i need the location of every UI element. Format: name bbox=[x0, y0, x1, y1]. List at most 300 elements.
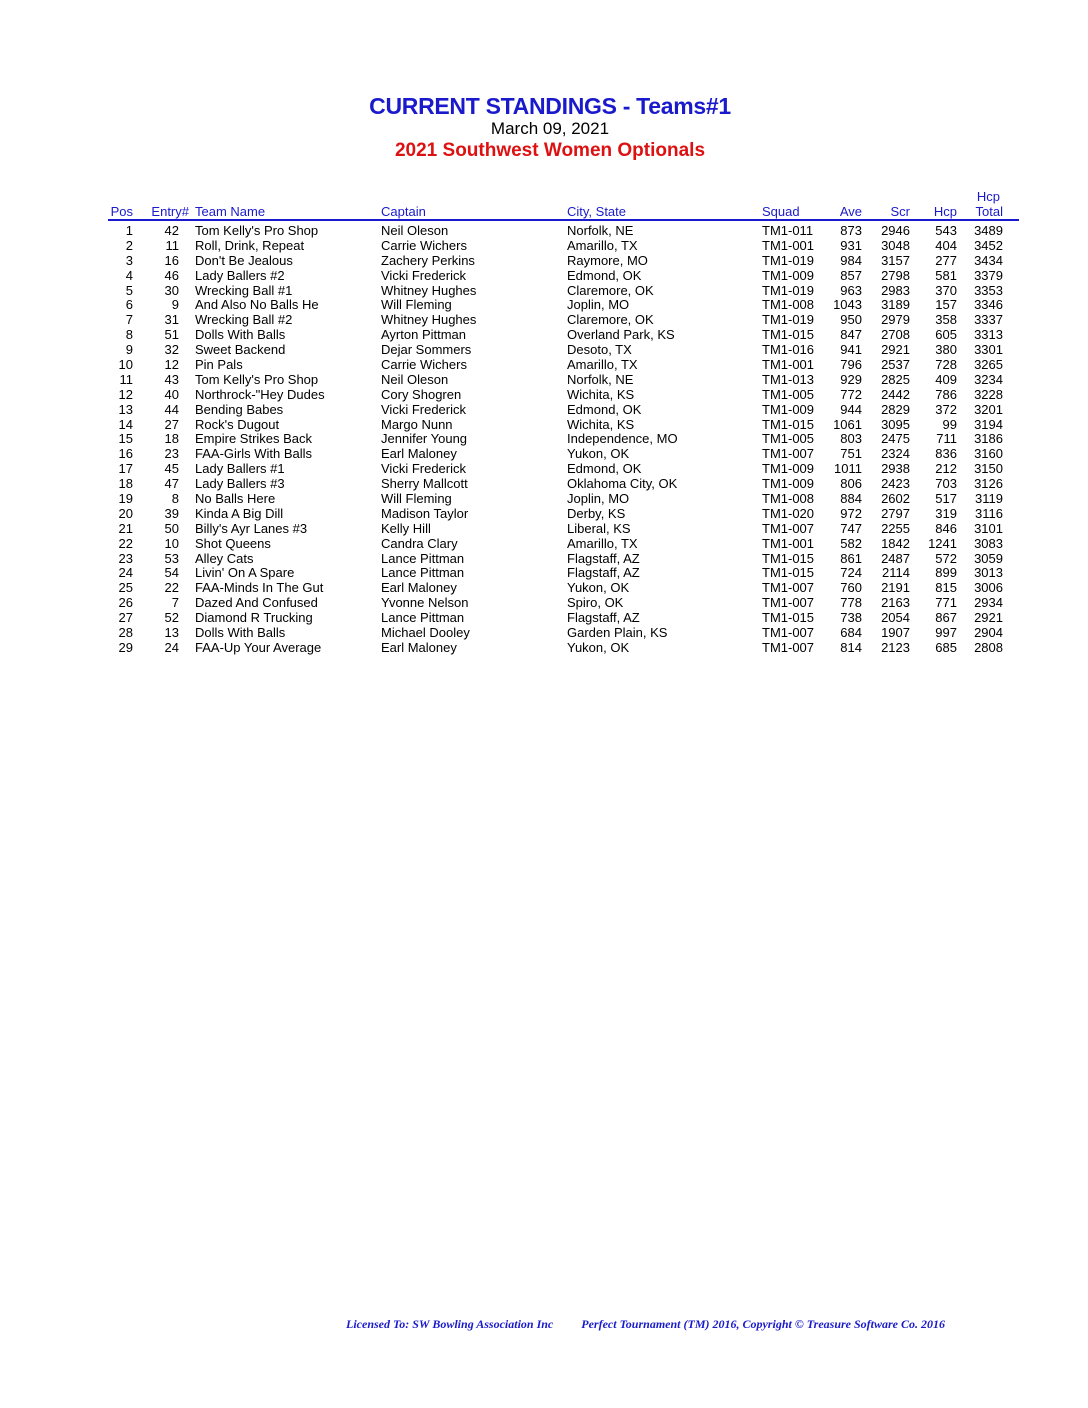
table-row bbox=[0, 269, 1088, 284]
captain-cell: Ayrton Pittman bbox=[381, 327, 467, 343]
ave-cell: 751 bbox=[840, 446, 862, 462]
squad-cell: TM1-019 bbox=[762, 282, 815, 298]
pos-cell: 4 bbox=[125, 267, 133, 283]
table-row bbox=[0, 254, 1088, 269]
scr-cell: 1842 bbox=[881, 535, 910, 551]
hcp-cell: 380 bbox=[935, 342, 957, 358]
pos-cell: 27 bbox=[118, 610, 133, 626]
hcp-cell: 157 bbox=[935, 297, 957, 313]
captain-cell: Will Fleming bbox=[381, 491, 452, 507]
team-name-cell: Alley Cats bbox=[195, 550, 254, 566]
team-name-cell: Dolls With Balls bbox=[195, 625, 286, 641]
ave-cell: 796 bbox=[840, 357, 862, 373]
hcp-cell: 409 bbox=[935, 371, 957, 387]
ave-cell: 847 bbox=[840, 327, 862, 343]
squad-cell: TM1-001 bbox=[762, 237, 815, 253]
captain-cell: Michael Dooley bbox=[381, 625, 470, 641]
entry-cell: 47 bbox=[164, 476, 179, 492]
pos-cell: 14 bbox=[118, 416, 133, 432]
team-name-cell: Bending Babes bbox=[195, 401, 284, 417]
license-text: Licensed To: SW Bowling Association Inc bbox=[346, 1317, 554, 1331]
team-name-cell: Dazed And Confused bbox=[195, 595, 318, 611]
pos-cell: 12 bbox=[118, 386, 133, 402]
team-name-cell: Lady Ballers #3 bbox=[195, 476, 285, 492]
city-state-cell: Claremore, OK bbox=[567, 312, 654, 328]
scr-cell: 2946 bbox=[881, 223, 910, 238]
ave-cell: 984 bbox=[840, 252, 862, 268]
pos-cell: 25 bbox=[118, 580, 133, 596]
city-state-cell: Edmond, OK bbox=[567, 461, 642, 477]
squad-cell: TM1-007 bbox=[762, 625, 815, 641]
team-name-cell: Diamond R Trucking bbox=[195, 610, 313, 626]
pos-cell: 5 bbox=[125, 282, 133, 298]
scr-cell: 2114 bbox=[882, 565, 910, 581]
city-state-cell: Liberal, KS bbox=[567, 520, 631, 536]
team-name-cell: Pin Pals bbox=[195, 357, 243, 373]
footer bbox=[346, 1317, 945, 1332]
squad-cell: TM1-009 bbox=[762, 401, 815, 417]
scr-cell: 3048 bbox=[881, 237, 910, 253]
hcp-cell: 543 bbox=[935, 223, 957, 238]
col-entry: Entry# bbox=[151, 204, 189, 219]
squad-cell: TM1-009 bbox=[762, 461, 815, 477]
captain-cell: Sherry Mallcott bbox=[381, 476, 468, 492]
entry-cell: 54 bbox=[164, 565, 179, 581]
team-name-cell: Shot Queens bbox=[195, 535, 271, 551]
squad-cell: TM1-007 bbox=[762, 446, 815, 462]
team-name-cell: Tom Kelly's Pro Shop bbox=[195, 371, 319, 387]
scr-cell: 3189 bbox=[881, 297, 910, 313]
scr-cell: 2602 bbox=[881, 491, 910, 507]
team-name-cell: No Balls Here bbox=[195, 491, 276, 507]
ave-cell: 884 bbox=[840, 491, 862, 507]
scr-cell: 2708 bbox=[881, 327, 910, 343]
entry-cell: 44 bbox=[164, 401, 179, 417]
captain-cell: Lance Pittman bbox=[381, 550, 465, 566]
pos-cell: 6 bbox=[125, 297, 133, 313]
table-row bbox=[0, 358, 1088, 373]
squad-cell: TM1-019 bbox=[762, 252, 815, 268]
squad-cell: TM1-011 bbox=[762, 223, 814, 238]
copyright-text: Perfect Tournament (TM) 2016, Copyright © Treasure Software Co. 2016 bbox=[581, 1317, 946, 1331]
hcp-total-cell: 3379 bbox=[974, 267, 1003, 283]
col-team-name: Team Name bbox=[195, 204, 266, 219]
city-state-cell: Amarillo, TX bbox=[567, 237, 638, 253]
hcp-total-cell: 3346 bbox=[974, 297, 1003, 313]
ave-cell: 760 bbox=[840, 580, 862, 596]
entry-cell: 53 bbox=[164, 550, 179, 566]
table-row bbox=[0, 566, 1088, 581]
captain-cell: Carrie Wichers bbox=[381, 237, 467, 253]
pos-cell: 18 bbox=[118, 476, 133, 492]
pos-cell: 11 bbox=[119, 371, 133, 387]
hcp-total-cell: 3101 bbox=[974, 520, 1003, 536]
team-name-cell: Wrecking Ball #2 bbox=[195, 312, 293, 328]
report-date: March 09, 2021 bbox=[490, 119, 610, 138]
captain-cell: Madison Taylor bbox=[381, 505, 469, 521]
hcp-cell: 319 bbox=[935, 505, 957, 521]
team-name-cell: Wrecking Ball #1 bbox=[195, 282, 293, 298]
scr-cell: 2979 bbox=[881, 312, 910, 328]
hcp-total-cell: 3126 bbox=[974, 476, 1003, 492]
team-name-cell: Livin' On A Spare bbox=[195, 565, 295, 581]
city-state-cell: Yukon, OK bbox=[567, 580, 630, 596]
table-row bbox=[0, 388, 1088, 403]
squad-cell: TM1-016 bbox=[762, 342, 815, 358]
city-state-cell: Amarillo, TX bbox=[567, 357, 638, 373]
squad-cell: TM1-015 bbox=[762, 550, 815, 566]
report-header bbox=[0, 92, 1088, 164]
pos-cell: 16 bbox=[118, 446, 133, 462]
table-row bbox=[0, 447, 1088, 462]
table-row bbox=[0, 596, 1088, 611]
captain-cell: Kelly Hill bbox=[381, 520, 431, 536]
ave-cell: 1043 bbox=[833, 297, 862, 313]
scr-cell: 3095 bbox=[881, 416, 910, 432]
entry-cell: 27 bbox=[164, 416, 179, 432]
pos-cell: 24 bbox=[118, 565, 133, 581]
squad-cell: TM1-001 bbox=[762, 535, 815, 551]
table-row bbox=[0, 373, 1088, 388]
captain-cell: Vicki Frederick bbox=[381, 267, 467, 283]
pos-cell: 9 bbox=[125, 342, 133, 358]
table-row bbox=[0, 611, 1088, 626]
city-state-cell: Joplin, MO bbox=[567, 491, 630, 507]
entry-cell: 18 bbox=[164, 431, 179, 447]
pos-cell: 2 bbox=[125, 237, 133, 253]
hcp-total-cell: 3160 bbox=[974, 446, 1003, 462]
hcp-cell: 572 bbox=[935, 550, 957, 566]
hcp-total-cell: 3301 bbox=[974, 342, 1003, 358]
pos-cell: 3 bbox=[125, 252, 133, 268]
squad-cell: TM1-015 bbox=[762, 565, 815, 581]
table-row bbox=[0, 403, 1088, 418]
hcp-cell: 711 bbox=[936, 431, 957, 447]
col-captain: Captain bbox=[381, 204, 426, 219]
hcp-total-cell: 3337 bbox=[974, 312, 1003, 328]
entry-cell: 30 bbox=[164, 282, 179, 298]
team-name-cell: Northrock-"Hey Dudes bbox=[195, 386, 325, 402]
pos-cell: 23 bbox=[118, 550, 133, 566]
ave-cell: 941 bbox=[840, 342, 862, 358]
scr-cell: 2537 bbox=[881, 357, 910, 373]
scr-cell: 2938 bbox=[881, 461, 910, 477]
captain-cell: Dejar Sommers bbox=[381, 342, 472, 358]
squad-cell: TM1-007 bbox=[762, 520, 815, 536]
scr-cell: 2423 bbox=[881, 476, 910, 492]
entry-cell: 46 bbox=[164, 267, 179, 283]
city-state-cell: Claremore, OK bbox=[567, 282, 654, 298]
team-name-cell: Sweet Backend bbox=[195, 342, 286, 358]
entry-cell: 45 bbox=[164, 461, 179, 477]
ave-cell: 972 bbox=[840, 505, 862, 521]
squad-cell: TM1-019 bbox=[762, 312, 815, 328]
captain-cell: Whitney Hughes bbox=[381, 282, 477, 298]
hcp-cell: 703 bbox=[935, 476, 957, 492]
hcp-cell: 997 bbox=[935, 625, 957, 641]
table-row bbox=[0, 477, 1088, 492]
event-name: 2021 Southwest Women Optionals bbox=[394, 140, 706, 161]
table-row bbox=[0, 492, 1088, 507]
pos-cell: 8 bbox=[125, 327, 133, 343]
col-hcp: Hcp bbox=[933, 204, 957, 219]
entry-cell: 43 bbox=[164, 371, 179, 387]
ave-cell: 861 bbox=[840, 550, 862, 566]
col-hcp-total-bottom: Total bbox=[975, 204, 1003, 219]
hcp-total-cell: 3083 bbox=[974, 535, 1003, 551]
captain-cell: Vicki Frederick bbox=[381, 461, 467, 477]
table-row bbox=[0, 537, 1088, 552]
squad-cell: TM1-013 bbox=[762, 371, 815, 387]
team-name-cell: Kinda A Big Dill bbox=[195, 505, 284, 521]
ave-cell: 747 bbox=[840, 520, 862, 536]
city-state-cell: Norfolk, NE bbox=[567, 223, 634, 238]
city-state-cell: Garden Plain, KS bbox=[567, 625, 668, 641]
ave-cell: 950 bbox=[840, 312, 862, 328]
hcp-total-cell: 3434 bbox=[974, 252, 1003, 268]
captain-cell: Whitney Hughes bbox=[381, 312, 477, 328]
ave-cell: 684 bbox=[840, 625, 862, 641]
hcp-cell: 786 bbox=[935, 386, 957, 402]
team-name-cell: Dolls With Balls bbox=[195, 327, 286, 343]
ave-cell: 724 bbox=[840, 565, 862, 581]
city-state-cell: Amarillo, TX bbox=[567, 535, 638, 551]
ave-cell: 944 bbox=[840, 401, 862, 417]
pos-cell: 1 bbox=[125, 223, 133, 238]
col-squad: Squad bbox=[762, 204, 800, 219]
captain-cell: Will Fleming bbox=[381, 297, 452, 313]
city-state-cell: Overland Park, KS bbox=[567, 327, 675, 343]
pos-cell: 26 bbox=[118, 595, 133, 611]
hcp-cell: 846 bbox=[935, 520, 957, 536]
scr-cell: 2191 bbox=[881, 580, 910, 596]
hcp-total-cell: 2808 bbox=[974, 639, 1003, 655]
hcp-total-cell: 3228 bbox=[974, 386, 1003, 402]
table-row bbox=[0, 284, 1088, 299]
city-state-cell: Joplin, MO bbox=[567, 297, 630, 313]
hcp-cell: 605 bbox=[935, 327, 957, 343]
city-state-cell: Wichita, KS bbox=[567, 416, 635, 432]
ave-cell: 857 bbox=[840, 267, 862, 283]
hcp-total-cell: 3234 bbox=[974, 371, 1003, 387]
entry-cell: 51 bbox=[164, 327, 179, 343]
ave-cell: 929 bbox=[840, 371, 862, 387]
squad-cell: TM1-007 bbox=[762, 595, 815, 611]
hcp-total-cell: 3194 bbox=[974, 416, 1003, 432]
hcp-total-cell: 3201 bbox=[974, 401, 1003, 417]
table-row bbox=[0, 298, 1088, 313]
squad-cell: TM1-005 bbox=[762, 386, 815, 402]
entry-cell: 13 bbox=[164, 625, 179, 641]
city-state-cell: Spiro, OK bbox=[567, 595, 624, 611]
table-row bbox=[0, 507, 1088, 522]
table-row bbox=[0, 462, 1088, 477]
squad-cell: TM1-005 bbox=[762, 431, 815, 447]
ave-cell: 814 bbox=[840, 639, 862, 655]
hcp-cell: 728 bbox=[935, 357, 957, 373]
entry-cell: 50 bbox=[164, 520, 179, 536]
scr-cell: 2324 bbox=[881, 446, 910, 462]
captain-cell: Lance Pittman bbox=[381, 565, 465, 581]
hcp-cell: 212 bbox=[935, 461, 957, 477]
scr-cell: 2163 bbox=[881, 595, 910, 611]
city-state-cell: Independence, MO bbox=[567, 431, 678, 447]
city-state-cell: Edmond, OK bbox=[567, 401, 642, 417]
standings-table bbox=[0, 224, 1088, 656]
squad-cell: TM1-007 bbox=[762, 580, 815, 596]
hcp-total-cell: 2921 bbox=[974, 610, 1003, 626]
captain-cell: Cory Shogren bbox=[381, 386, 462, 402]
entry-cell: 16 bbox=[164, 252, 179, 268]
pos-cell: 10 bbox=[118, 357, 133, 373]
hcp-total-cell: 2904 bbox=[974, 625, 1003, 641]
hcp-total-cell: 3119 bbox=[975, 491, 1003, 507]
team-name-cell: FAA-Girls With Balls bbox=[195, 446, 313, 462]
captain-cell: Vicki Frederick bbox=[381, 401, 467, 417]
captain-cell: Jennifer Young bbox=[381, 431, 468, 447]
team-name-cell: Empire Strikes Back bbox=[195, 431, 313, 447]
scr-cell: 2487 bbox=[881, 550, 910, 566]
entry-cell: 10 bbox=[164, 535, 179, 551]
hcp-cell: 899 bbox=[935, 565, 957, 581]
entry-cell: 40 bbox=[164, 386, 179, 402]
entry-cell: 24 bbox=[164, 639, 179, 655]
table-row bbox=[0, 522, 1088, 537]
scr-cell: 2123 bbox=[881, 639, 910, 655]
hcp-total-cell: 3186 bbox=[974, 431, 1003, 447]
team-name-cell: Don't Be Jealous bbox=[195, 252, 293, 268]
city-state-cell: Raymore, MO bbox=[567, 252, 648, 268]
pos-cell: 13 bbox=[118, 401, 133, 417]
captain-cell: Earl Maloney bbox=[381, 580, 457, 596]
hcp-total-cell: 3452 bbox=[974, 237, 1003, 253]
hcp-cell: 99 bbox=[942, 416, 957, 432]
entry-cell: 12 bbox=[164, 357, 179, 373]
entry-cell: 7 bbox=[171, 595, 179, 611]
entry-cell: 39 bbox=[164, 505, 179, 521]
team-name-cell: FAA-Minds In The Gut bbox=[195, 580, 324, 596]
hcp-cell: 1241 bbox=[928, 535, 957, 551]
table-row bbox=[0, 239, 1088, 254]
table-row bbox=[0, 581, 1088, 596]
ave-cell: 1011 bbox=[834, 461, 862, 477]
city-state-cell: Edmond, OK bbox=[567, 267, 642, 283]
city-state-cell: Oklahoma City, OK bbox=[567, 476, 678, 492]
hcp-total-cell: 3313 bbox=[974, 327, 1003, 343]
hcp-total-cell: 3265 bbox=[974, 357, 1003, 373]
team-name-cell: Roll, Drink, Repeat bbox=[195, 237, 305, 253]
team-name-cell: And Also No Balls He bbox=[195, 297, 319, 313]
pos-cell: 19 bbox=[118, 491, 133, 507]
hcp-total-cell: 3116 bbox=[975, 505, 1003, 521]
captain-cell: Neil Oleson bbox=[381, 371, 449, 387]
squad-cell: TM1-015 bbox=[762, 416, 815, 432]
ave-cell: 1061 bbox=[833, 416, 862, 432]
scr-cell: 2442 bbox=[881, 386, 910, 402]
squad-cell: TM1-015 bbox=[762, 327, 815, 343]
captain-cell: Lance Pittman bbox=[381, 610, 465, 626]
squad-cell: TM1-009 bbox=[762, 476, 815, 492]
city-state-cell: Yukon, OK bbox=[567, 639, 630, 655]
captain-cell: Earl Maloney bbox=[381, 639, 457, 655]
pos-cell: 15 bbox=[118, 431, 133, 447]
scr-cell: 2921 bbox=[881, 342, 910, 358]
hcp-cell: 581 bbox=[935, 267, 957, 283]
squad-cell: TM1-008 bbox=[762, 297, 815, 313]
hcp-total-cell: 3353 bbox=[974, 282, 1003, 298]
entry-cell: 23 bbox=[164, 446, 179, 462]
hcp-cell: 372 bbox=[935, 401, 957, 417]
col-ave: Ave bbox=[839, 204, 862, 219]
ave-cell: 738 bbox=[840, 610, 862, 626]
squad-cell: TM1-007 bbox=[762, 639, 815, 655]
table-row bbox=[0, 224, 1088, 239]
squad-cell: TM1-001 bbox=[762, 357, 815, 373]
entry-cell: 8 bbox=[171, 491, 179, 507]
ave-cell: 772 bbox=[840, 386, 862, 402]
entry-cell: 9 bbox=[171, 297, 179, 313]
team-name-cell: Lady Ballers #1 bbox=[195, 461, 285, 477]
pos-cell: 21 bbox=[118, 520, 133, 536]
scr-cell: 2983 bbox=[881, 282, 910, 298]
captain-cell: Margo Nunn bbox=[381, 416, 453, 432]
col-city-state: City, State bbox=[567, 204, 627, 219]
hcp-cell: 517 bbox=[935, 491, 957, 507]
city-state-cell: Flagstaff, AZ bbox=[567, 610, 640, 626]
hcp-cell: 867 bbox=[935, 610, 957, 626]
scr-cell: 1907 bbox=[881, 625, 910, 641]
entry-cell: 42 bbox=[164, 223, 179, 238]
table-row bbox=[0, 328, 1088, 343]
squad-cell: TM1-015 bbox=[762, 610, 815, 626]
scr-cell: 2255 bbox=[881, 520, 910, 536]
city-state-cell: Yukon, OK bbox=[567, 446, 630, 462]
entry-cell: 31 bbox=[164, 312, 179, 328]
scr-cell: 2798 bbox=[881, 267, 910, 283]
table-row bbox=[0, 343, 1088, 358]
hcp-cell: 771 bbox=[935, 595, 957, 611]
hcp-total-cell: 3006 bbox=[974, 580, 1003, 596]
squad-cell: TM1-008 bbox=[762, 491, 815, 507]
pos-cell: 17 bbox=[118, 461, 133, 477]
hcp-cell: 685 bbox=[935, 639, 957, 655]
ave-cell: 806 bbox=[840, 476, 862, 492]
col-pos: Pos bbox=[110, 204, 133, 219]
scr-cell: 3157 bbox=[881, 252, 910, 268]
ave-cell: 931 bbox=[840, 237, 862, 253]
hcp-cell: 815 bbox=[935, 580, 957, 596]
hcp-cell: 358 bbox=[935, 312, 957, 328]
team-name-cell: Rock's Dugout bbox=[195, 416, 280, 432]
ave-cell: 778 bbox=[840, 595, 862, 611]
team-name-cell: FAA-Up Your Average bbox=[195, 639, 322, 655]
squad-cell: TM1-009 bbox=[762, 267, 815, 283]
col-scr: Scr bbox=[890, 204, 910, 219]
hcp-total-cell: 3059 bbox=[974, 550, 1003, 566]
ave-cell: 582 bbox=[840, 535, 862, 551]
city-state-cell: Norfolk, NE bbox=[567, 371, 634, 387]
captain-cell: Yvonne Nelson bbox=[381, 595, 469, 611]
table-row bbox=[0, 641, 1088, 656]
captain-cell: Neil Oleson bbox=[381, 223, 449, 238]
hcp-cell: 370 bbox=[935, 282, 957, 298]
city-state-cell: Derby, KS bbox=[567, 505, 626, 521]
hcp-cell: 404 bbox=[935, 237, 957, 253]
hcp-total-cell: 3150 bbox=[974, 461, 1003, 477]
captain-cell: Carrie Wichers bbox=[381, 357, 467, 373]
team-name-cell: Tom Kelly's Pro Shop bbox=[195, 223, 319, 238]
scr-cell: 2475 bbox=[881, 431, 910, 447]
